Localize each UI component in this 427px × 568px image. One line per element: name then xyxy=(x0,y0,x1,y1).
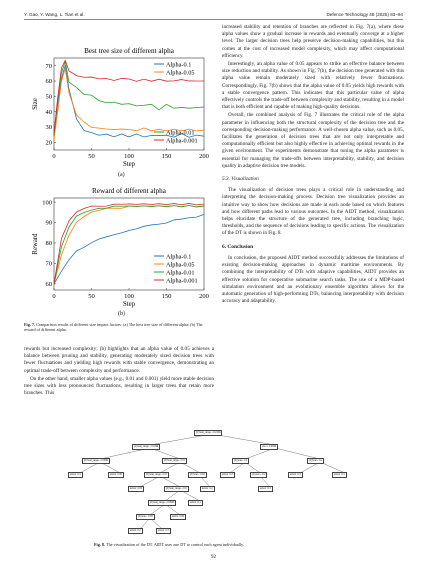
x-tick-label: 100 xyxy=(124,293,134,300)
fig7-caption-label: Fig. 7. xyxy=(24,322,36,327)
tree-leaf: action: 0.3 xyxy=(288,472,303,478)
subsection-heading-visualization: 5.3. Visualization xyxy=(222,176,259,183)
legend-entry: Alpha-0.001 xyxy=(166,277,198,285)
y-tick-label: 80 xyxy=(45,240,52,248)
tree-leaf: action: 0.2 xyxy=(128,528,143,534)
y-axis-label: Reward xyxy=(32,233,39,255)
fig7-caption xyxy=(24,322,214,333)
tree-leaf: action: 0.1 xyxy=(332,472,347,478)
tree-leaf: action: 0.2 xyxy=(200,486,215,492)
panel-a-label: (a) xyxy=(118,172,125,178)
tree-leaf: action: 0.1 xyxy=(68,472,83,478)
y-tick-label: 60 xyxy=(45,281,52,289)
tree-node: prev ≤ 0.0838 xyxy=(260,444,278,450)
y-tick-label: 50 xyxy=(45,93,52,101)
tree-node: [1] prev ≤ 0.2 xyxy=(250,472,267,478)
right-column-text xyxy=(222,24,404,306)
legend-entry: Alpha-0.1 xyxy=(166,253,192,261)
running-authors: Y. Gao, Y. Wang, L. Tian et al. xyxy=(24,12,85,17)
header-rule xyxy=(24,19,403,20)
y-tick-label: 70 xyxy=(45,260,52,268)
tree-node: [2] boat ≤ 0.1 xyxy=(307,458,324,464)
legend-entry: Alpha-0.1 xyxy=(166,61,192,69)
fig8-tree xyxy=(60,428,365,538)
x-tick-label: 50 xyxy=(88,153,95,160)
tree-leaf: action: 0.05 xyxy=(128,486,144,492)
chart-title: Reward of different alpha xyxy=(92,187,166,195)
tree-node: [1] boat_range ≤ 0.1192 xyxy=(132,444,160,450)
tree-node: [4] boat_range ≤ 0.0 xyxy=(144,472,169,478)
chart-title: Best tree size of different alpha xyxy=(84,47,174,55)
x-tick-label: 200 xyxy=(199,153,209,160)
x-tick-label: 150 xyxy=(161,153,172,160)
tree-node: [0] boat_range ≤ 0.0501 xyxy=(148,500,176,506)
x-axis-label: Step xyxy=(122,161,136,168)
right-paragraph-2: Interestingly, an alpha value of 0.05 appears to strike an effective balance between size reduction and stability. As shown in Fig. 7(b), the decision tree generated with this alpha value remain moderately sized with relatively fewer fluctuations. Correspondingly, Fig. 7(b) shows that the alpha value of 0.05 yields high rewards with a stable convergence pattern. This indicates that this particular value of alpha effectively controls the trade-off between complexity and stability, resulting in a model that is both efficient and capable of making high-quality decisions. xyxy=(222,61,404,111)
tree-node: [0] boat_range ≤ 0.0501 xyxy=(82,458,110,464)
tree-leaf: action: 0.3 xyxy=(258,486,273,492)
chart-best-tree-size xyxy=(24,44,214,174)
tree-leaf: action: 0.3 xyxy=(156,528,171,534)
tree-node: [4] boat_range ≤ 0.0 xyxy=(164,486,189,492)
left-paragraph-1: rewards but increased complexity; (b) highlights that an alpha value of 0.05 achieves a balance between pruning and stability, generating moderately sized decision trees with fewer fluctuations and yielding high rewards with stable convergence, demonstrating an optimal trade-off between complexity and performance. xyxy=(24,346,214,374)
right-paragraph-5: In conclusion, the proposed AIDT method successfully addresses the limitations of existing decision-making approaches in dynamic maritime environments. By combining the interpretability of DTs with adaptive capabilities, AIDT provides an effective solution for cooperative submarine search tasks. The use of a MDP-based simulation environment and an evolutionary ensemble algorithm allows for the automatic generation of high-performing DTs, balancing interpretability with decision accuracy and adaptability. xyxy=(222,254,404,305)
y-tick-label: 60 xyxy=(45,78,52,86)
section-heading-conclusion: 6. Conclusion xyxy=(222,243,254,250)
y-tick-label: 90 xyxy=(45,219,52,227)
running-journal: Defence Technology 48 (2025) 83–94 xyxy=(326,12,403,17)
x-tick-label: 0 xyxy=(52,293,56,300)
tree-node: [3] boat ≤ 0.03 xyxy=(188,472,207,478)
right-paragraph-4: The visualization of decision trees plays a critical role in understanding and interpreting the decision-making process. Decision tree visualization provides an intuitive way to show how decisions are made at each node based on which features and how different paths lead to various outcomes. In the AIDT method, visualization helps elucidate the structure of the generated tree, including branching logic, thresholds, and the sequence of decisions leading to specific actions. The visualization of the DT is shown in Fig. 8. xyxy=(222,187,404,237)
legend-entry: Alpha-0.05 xyxy=(166,261,195,269)
fig8-caption-text: The visualization of the DT. AIDT uses one DT to control each agent individually. xyxy=(106,542,244,547)
legend-entry: Alpha-0.001 xyxy=(166,137,198,145)
y-tick-label: 100 xyxy=(42,199,52,207)
x-tick-label: 0 xyxy=(52,153,56,160)
fig8-caption-label: Fig. 8. xyxy=(94,542,106,547)
x-tick-label: 200 xyxy=(199,293,209,300)
fig7-caption-text: Comparison results of different size impact factors: (a) The best tree size of different alpha; (b) The reward of different alpha. xyxy=(24,322,203,333)
y-axis-label: Size xyxy=(32,98,39,110)
legend-entry: Alpha-0.01 xyxy=(166,129,195,137)
tree-node: [3] boat_range ≤ 0.3 xyxy=(162,458,187,464)
tree-node: [3] boat ≤ 0.03 xyxy=(136,514,155,520)
panel-b-label: (b) xyxy=(118,311,125,317)
tree-leaf: action: 0.2 xyxy=(220,472,235,478)
y-tick-label: 40 xyxy=(45,108,52,116)
y-tick-label: 30 xyxy=(45,124,52,132)
left-column-text xyxy=(24,346,214,398)
tree-leaf: action: 0.1 xyxy=(188,500,203,506)
tree-leaf: action: 0.05 xyxy=(108,472,124,478)
x-tick-label: 100 xyxy=(124,153,134,160)
tree-node-root: [0] boat_range ≤ 0.2148 xyxy=(194,430,222,436)
x-tick-label: 150 xyxy=(161,293,172,300)
chart-reward xyxy=(24,184,214,314)
y-tick-label: 70 xyxy=(45,62,52,70)
left-paragraph-2: On the other hand, smaller alpha values (e.g., 0.01 and 0.001) yield more stable decision tree sizes with less pronounced fluctuations, resulting in larger trees that retain more branches. This xyxy=(24,375,214,397)
page-number: 92 xyxy=(211,555,216,560)
x-tick-label: 50 xyxy=(88,293,95,300)
y-tick-label: 20 xyxy=(45,139,52,147)
tree-leaf: action: 0.05 xyxy=(170,514,186,520)
legend-entry: Alpha-0.01 xyxy=(166,269,195,277)
x-axis-label: Step xyxy=(122,301,136,308)
legend-entry: Alpha-0.05 xyxy=(166,69,195,77)
fig8-caption xyxy=(94,542,354,547)
right-paragraph-1: increased stability and retention of branches are reflected in Fig. 7(a), where these alpha values show a gradual increase in rewards and eventually converge at a higher level. The larger decision trees help preserve decision-making capabilities, but this comes at the cost of increased model complexity, which may affect computational efficiency. xyxy=(222,24,404,59)
tree-node: [2] boat ≤ 0.1 xyxy=(232,458,249,464)
right-paragraph-3: Overall, the combined analysis of Fig. 7 illustrates the critical role of the alpha parameter in influencing both the structural complexity of the decision tree and the corresponding decision-making performance. A well-chosen alpha value, such as 0.05, facilitates the generation of decision trees that are not only interpretable and computationally efficient but also highly effective in achieving optimal rewards in the given environment. The experiments demonstrate that tuning the alpha parameter is essential for managing the trade-offs between interpretability, stability, and decision quality in adaptive decision tree models. xyxy=(222,112,404,169)
